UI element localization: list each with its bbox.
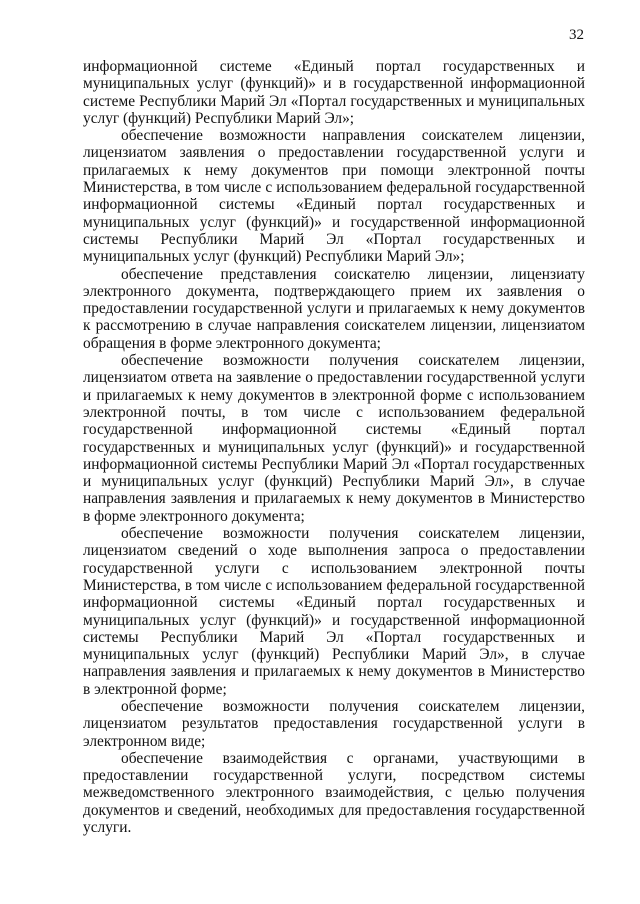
paragraph-interagency-interaction: обеспечение взаимодействия с органами, участвующими в предоставлении государственной услуги, посредством системы межведомственного электронного взаимодействия, с целью получения документов и сведений, необходимых для предоставления государственной услуги.	[83, 749, 585, 837]
document-body	[83, 58, 585, 836]
paragraph-results-electronic: обеспечение возможности получения соискателем лицензии, лицензиатом результатов предоставления государственной услуги в электронном виде;	[83, 697, 585, 750]
paragraph-email-submission: обеспечение возможности направления соискателем лицензии, лицензиатом заявления о предоставлении государственной услуги и прилагаемых к нему документов при помощи электронной почты Министерства, в том числе с использованием федеральной государственной информационной системы «Единый портал государственных и муниципальных услуг (функций)» и государственной информационной системы Республики Марий Эл «Портал государственных и муниципальных услуг (функций) Республики Марий Эл»;	[83, 127, 585, 266]
paragraph-response-receipt: обеспечение возможности получения соискателем лицензии, лицензиатом ответа на заявление о предоставлении государственной услуги и прилагаемых к нему документов в электронной форме с использованием электронной почты, в том числе с использованием федеральной государственной информационной системы «Единый портал государственных и муниципальных услуг (функций)» и государственной информационной системы Республики Марий Эл «Портал государственных и муниципальных услуг (функций) Республики Марий Эл», в случае направления заявления и прилагаемых к нему документов в Министерство в форме электронного документа;	[83, 352, 585, 525]
page-number: 32	[569, 27, 584, 43]
paragraph-receipt-confirmation: обеспечение представления соискателю лицензии, лицензиату электронного документа, подтверждающего прием их заявления о предоставлении государственной услуги и прилагаемых к нему документов к рассмотрению в случае направления соискателем лицензии, лицензиатом обращения в форме электронного документа;	[83, 265, 585, 352]
paragraph-request-status: обеспечение возможности получения соискателем лицензии, лицензиатом сведений о ходе выполнения запроса о предоставлении государственной услуги с использованием электронной почты Министерства, в том числе с использованием федеральной государственной информационной системы «Единый портал государственных и муниципальных услуг (функций)» и государственной информационной системы Республики Марий Эл «Портал государственных и муниципальных услуг (функций) Республики Марий Эл», в случае направления заявления и прилагаемых к нему документов в Министерство в электронной форме;	[83, 525, 585, 698]
paragraph-continuation: информационной системе «Единый портал государственных и муниципальных услуг (функций)» и в государственной информационной системе Республики Марий Эл «Портал государственных и муниципальных услуг (функций) Республики Марий Эл»;	[83, 58, 585, 127]
